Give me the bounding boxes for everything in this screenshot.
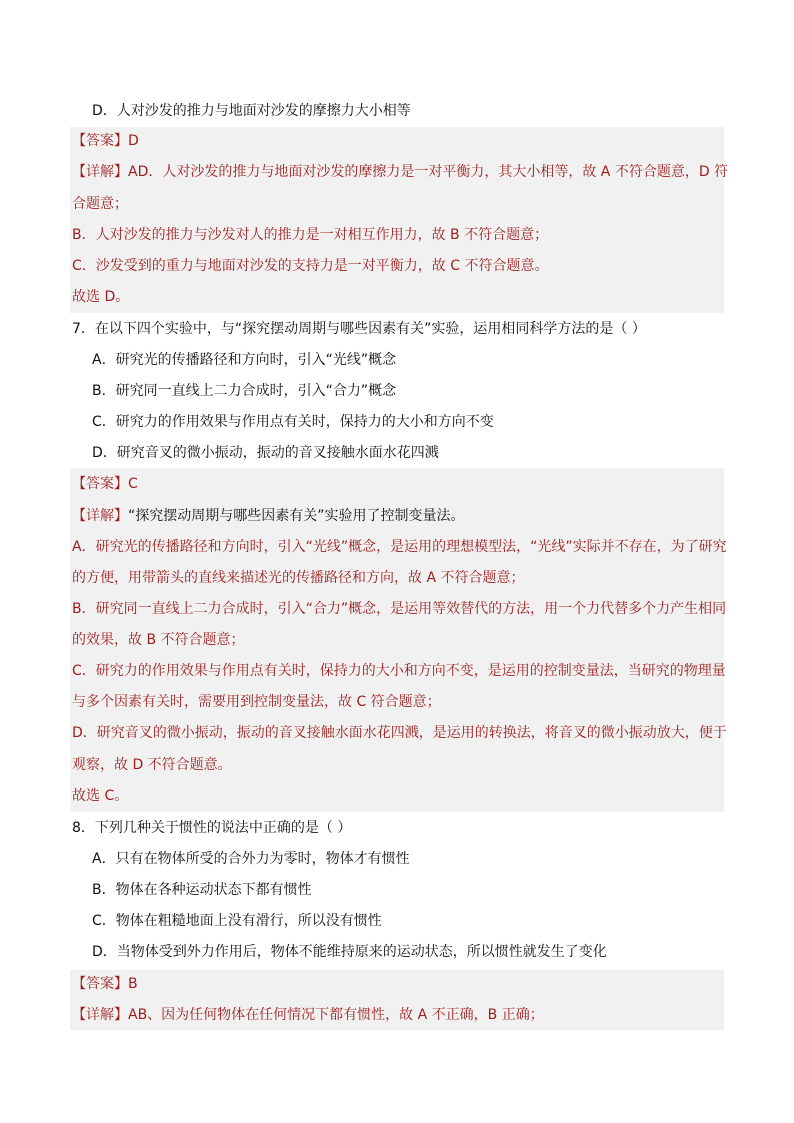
answer-value: B	[128, 976, 138, 992]
detail-tag: 【详解】	[72, 1007, 128, 1023]
q7-detail-a-line2: 的方便，用带箭头的直线来描述光的传播路径和方向，故 A 不符合题意；	[72, 570, 525, 586]
q8-detail-ab	[72, 1004, 544, 1026]
q8-option-c: C．物体在粗糙地面上没有滑行，所以没有惯性	[92, 913, 382, 929]
q6-detail-ad-line2: 合题意；	[72, 196, 128, 212]
q7-conclusion: 故选 C。	[72, 788, 129, 804]
answer-tag: 【答案】	[72, 133, 128, 149]
q6-detail-c: C．沙发受到的重力与地面对沙发的支持力是一对平衡力，故 C 不符合题意。	[72, 258, 549, 274]
q8-option-a: A．只有在物体所受的合外力为零时，物体才有惯性	[92, 851, 410, 867]
q7-detail-a-line1: A．研究光的传播路径和方向时，引入“光线”概念，是运用的理想模型法，“光线”实际并不存在，为了研究	[72, 539, 727, 555]
q8-option-d: D．当物体受到外力作用后，物体不能维持原来的运动状态，所以惯性就发生了变化	[92, 944, 607, 960]
q7-detail-d-line1: D．研究音叉的微小振动，振动的音叉接触水面水花四溅，是运用的转换法，将音叉的微小振动放大，便于	[72, 725, 727, 741]
q8-stem: 8．下列几种关于惯性的说法中正确的是（ ）	[72, 820, 352, 836]
q7-detail-intro	[72, 505, 465, 527]
q6-detail-ad-line1	[72, 161, 728, 183]
q7-answer	[72, 473, 138, 495]
q7-detail-c-line2: 与多个因素有关时，需要用到控制变量法，故 C 符合题意；	[72, 694, 441, 710]
q7-option-b: B．研究同一直线上二力合成时，引入“合力”概念	[92, 383, 397, 399]
q8-answer	[72, 973, 138, 995]
q7-option-d: D．研究音叉的微小振动，振动的音叉接触水面水花四溅	[92, 445, 439, 461]
detail-text: “探究摆动周期与哪些因素有关”实验用了控制变量法。	[128, 508, 465, 524]
answer-value: D	[128, 133, 139, 149]
detail-text: AD．人对沙发的推力与地面对沙发的摩擦力是一对平衡力，其大小相等，故 A 不符合题意，D 符	[128, 164, 729, 180]
q6-detail-b: B．人对沙发的推力与沙发对人的推力是一对相互作用力，故 B 不符合题意；	[72, 227, 549, 243]
detail-tag: 【详解】	[72, 508, 128, 524]
q7-option-a: A．研究光的传播路径和方向时，引入“光线”概念	[92, 352, 397, 368]
q8-option-b: B．物体在各种运动状态下都有惯性	[92, 882, 312, 898]
q7-detail-d-line2: 观察，故 D 不符合题意。	[72, 757, 232, 773]
q7-detail-b-line2: 的效果，故 B 不符合题意；	[72, 632, 245, 648]
q7-detail-c-line1: C．研究力的作用效果与作用点有关时，保持力的大小和方向不变，是运用的控制变量法，当研究的物理量	[72, 663, 726, 679]
q7-stem: 7．在以下四个实验中，与“探究摆动周期与哪些因素有关”实验，运用相同科学方法的是（ ）	[72, 321, 646, 337]
q7-option-c: C．研究力的作用效果与作用点有关时，保持力的大小和方向不变	[92, 414, 494, 430]
q6-answer	[72, 130, 139, 152]
q6-answer-panel	[70, 127, 724, 313]
answer-tag: 【答案】	[72, 476, 128, 492]
detail-tag: 【详解】	[72, 164, 128, 180]
q6-conclusion: 故选 D。	[72, 289, 130, 305]
q7-detail-b-line1: B．研究同一直线上二力合成时，引入“合力”概念，是运用等效替代的方法，用一个力代替多个力产生相同	[72, 601, 727, 617]
detail-text: AB、因为任何物体在任何情况下都有惯性，故 A 不正确，B 正确；	[128, 1007, 544, 1023]
answer-value: C	[128, 476, 138, 492]
q6-option-d: D．人对沙发的推力与地面对沙发的摩擦力大小相等	[92, 103, 411, 119]
answer-tag: 【答案】	[72, 976, 128, 992]
